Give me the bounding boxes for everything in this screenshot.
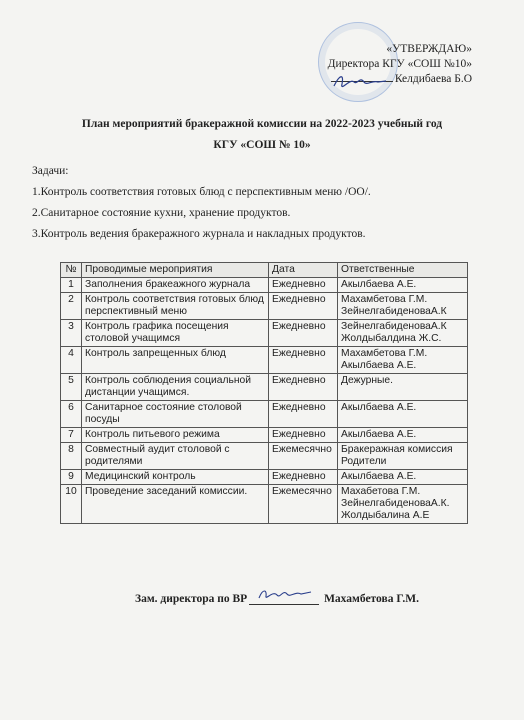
table-row bbox=[61, 470, 468, 485]
cell-activity: Контроль графика посещения столовой учащимся bbox=[82, 320, 269, 347]
cell-date: Ежедневно bbox=[269, 293, 338, 320]
header-activity: Проводимые мероприятия bbox=[82, 263, 269, 278]
deputy-name: Махамбетова Г.М. bbox=[324, 593, 419, 605]
header-date: Дата bbox=[269, 263, 338, 278]
cell-number: 4 bbox=[61, 347, 82, 374]
cell-date: Ежедневно bbox=[269, 278, 338, 293]
cell-number: 3 bbox=[61, 320, 82, 347]
cell-activity: Проведение заседаний комиссии. bbox=[82, 485, 269, 524]
deputy-signature bbox=[257, 586, 313, 604]
cell-responsible: Махамбетова Г.М. Акылбаева А.Е. bbox=[338, 347, 468, 374]
cell-number: 1 bbox=[61, 278, 82, 293]
deputy-signature-line bbox=[249, 592, 319, 605]
approval-heading: «УТВЕРЖДАЮ» bbox=[386, 43, 472, 55]
director-name: Келдибаева Б.О bbox=[394, 73, 472, 85]
director-signature bbox=[330, 70, 390, 96]
cell-date: Ежедневно bbox=[269, 347, 338, 374]
cell-activity: Контроль соответствия готовых блюд перспективный меню bbox=[82, 293, 269, 320]
cell-responsible: ЗейнелгабиденоваА.К Жолдыбалдина Ж.С. bbox=[338, 320, 468, 347]
cell-date: Ежедневно bbox=[269, 374, 338, 401]
cell-activity: Медицинский контроль bbox=[82, 470, 269, 485]
deputy-position: Зам. директора по ВР bbox=[135, 593, 248, 605]
tasks-section bbox=[32, 161, 371, 245]
cell-activity: Санитарное состояние столовой посуды bbox=[82, 401, 269, 428]
cell-number: 2 bbox=[61, 293, 82, 320]
cell-responsible: Акылбаева А.Е. bbox=[338, 401, 468, 428]
table-header-row bbox=[61, 263, 468, 278]
cell-responsible: Акылбаева А.Е. bbox=[338, 428, 468, 443]
school-name: КГУ «СОШ № 10» bbox=[213, 139, 311, 151]
cell-date: Ежедневно bbox=[269, 401, 338, 428]
cell-number: 5 bbox=[61, 374, 82, 401]
cell-number: 6 bbox=[61, 401, 82, 428]
tasks-heading: Задачи: bbox=[32, 165, 69, 177]
cell-responsible: Махабетова Г.М. ЗейнелгабиденоваА.К. Жолдыбалина А.Е bbox=[338, 485, 468, 524]
table-row bbox=[61, 278, 468, 293]
cell-responsible: Акылбаева А.Е. bbox=[338, 278, 468, 293]
table-row bbox=[61, 428, 468, 443]
table-row bbox=[61, 347, 468, 374]
cell-number: 10 bbox=[61, 485, 82, 524]
cell-date: Ежемесячно bbox=[269, 485, 338, 524]
cell-date: Ежедневно bbox=[269, 320, 338, 347]
table-row bbox=[61, 320, 468, 347]
cell-responsible: Акылбаева А.Е. bbox=[338, 470, 468, 485]
table-row bbox=[61, 374, 468, 401]
table-row bbox=[61, 485, 468, 524]
approval-position: Директора КГУ «СОШ №10» bbox=[327, 58, 472, 70]
deputy-signature-block bbox=[135, 592, 419, 605]
cell-number: 9 bbox=[61, 470, 82, 485]
task-item: 3.Контроль ведения бракеражного журнала и накладных продуктов. bbox=[32, 228, 366, 240]
task-item: 1.Контроль соответствия готовых блюд с перспективным меню /ОО/. bbox=[32, 186, 371, 198]
cell-number: 7 bbox=[61, 428, 82, 443]
cell-activity: Контроль запрещенных блюд bbox=[82, 347, 269, 374]
cell-activity: Заполнения бракеажного журнала bbox=[82, 278, 269, 293]
header-number: № bbox=[61, 263, 82, 278]
table-row bbox=[61, 443, 468, 470]
task-item: 2.Санитарное состояние кухни, хранение продуктов. bbox=[32, 207, 291, 219]
cell-date: Ежедневно bbox=[269, 470, 338, 485]
table-row bbox=[61, 401, 468, 428]
cell-responsible: Махамбетова Г.М. ЗейнелгабиденоваА.К bbox=[338, 293, 468, 320]
cell-activity: Контроль соблюдения социальной дистанции учащимся. bbox=[82, 374, 269, 401]
cell-date: Ежемесячно bbox=[269, 443, 338, 470]
cell-activity: Совместный аудит столовой с родителями bbox=[82, 443, 269, 470]
cell-date: Ежедневно bbox=[269, 428, 338, 443]
plan-title: План мероприятий бракеражной комиссии на 2022-2023 учебный год bbox=[81, 118, 443, 130]
table-row bbox=[61, 293, 468, 320]
cell-activity: Контроль питьевого режима bbox=[82, 428, 269, 443]
cell-number: 8 bbox=[61, 443, 82, 470]
activities-table bbox=[60, 262, 468, 524]
header-responsible: Ответственные bbox=[338, 263, 468, 278]
cell-responsible: Дежурные. bbox=[338, 374, 468, 401]
cell-responsible: Бракеражная комиссия Родители bbox=[338, 443, 468, 470]
